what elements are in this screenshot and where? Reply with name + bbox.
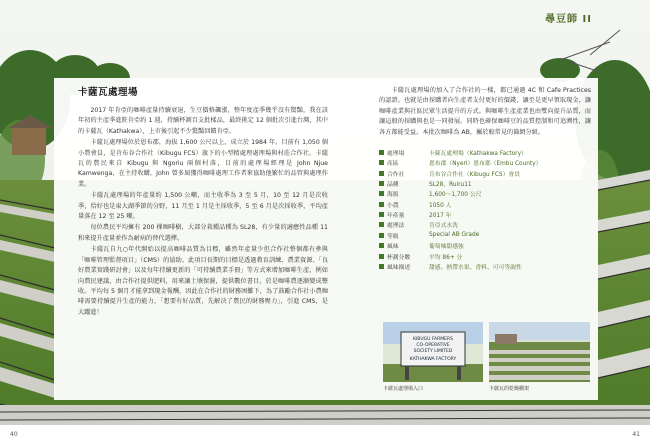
article-panel: [54, 78, 598, 400]
coffee-info-list: [379, 147, 591, 272]
bullet-square-icon: [379, 202, 384, 207]
article-right-column: [379, 86, 591, 272]
bullet-square-icon: [379, 212, 384, 217]
article-paragraph: 每位農民平均擁有 200 棵咖啡樹，大部分栽種品種為 SL28，有少量的適應性品種 11 和來提升產量並作為耐病的替代選擇。: [78, 224, 328, 242]
page-title: 尋豆師 II: [545, 14, 592, 25]
info-row-region: 產區 恩布郡（Nyeri）恩布郡（Embu County）: [379, 157, 591, 167]
info-row-harvest: 年產量 2017 年: [379, 209, 591, 219]
photo-caption-1: 卡薩瓦處理場入口: [383, 386, 424, 392]
sign-line-3: SOCIETY LIMITED: [413, 349, 453, 354]
sign-line-2: CO-OPERATIVE: [416, 343, 450, 348]
info-row-notes: 風味描述 甜感、熱帶水果、香料、可可等調性: [379, 261, 591, 271]
info-row-factory: 處理場 卡薩瓦處理場（Kathakwa Factory）: [379, 147, 591, 157]
article-left-column: [78, 84, 328, 319]
article-heading: 卡薩瓦處理場: [78, 87, 139, 98]
bullet-square-icon: [379, 150, 384, 155]
info-row-score: 杯測分數 平均 86+ 分: [379, 251, 591, 261]
drying-beds-image: [489, 322, 590, 382]
bullet-square-icon: [379, 264, 384, 269]
sign-line-1: KIBUGU FARMERS: [413, 337, 453, 342]
info-row-cooperative: 合作社 肯布谷合作社（Kibugu FCS）會員: [379, 168, 591, 178]
bullet-square-icon: [379, 254, 384, 259]
info-row-varietal: 品種 SL28、Ruiru11: [379, 178, 591, 188]
article-paragraph: 卡薩瓦自九○年代開始以提高咖啡品質為目標，雖然年產量少但合作社整個都有參與「咖啡管理監督項目」（CMS）的協助。此項目長期的目標是透過教育訓練、農業資源、「良好農業實踐研討會」以及每年持續更新的「可持續農業手冊」等方式來增加咖啡生產，例如向農民建議，由合作社提供肥料，用來讓土壤保濕，提供數位書目，於是咖啡農逐漸變成豐收。平均每 5 個月才能拿到現金報酬，因此在合作社的財務困難下，為了鼓勵合作社小農咖啡需要持續提升生產的能力，「想要有好品質，先解決了農民的財務壓力」，引進 CMS，是大躍進！: [78, 246, 328, 316]
bullet-square-icon: [379, 222, 384, 227]
article-paragraph: 2017 年肯亞的咖啡產量持續衰退，生豆價格飆漲，整年度產季幾乎沒有驚豔，我在該年初的主產季進駐肯亞約 1 週，持續杯測百支批樣品，最終挑定 12 個批次引進台灣，其中的卡薩瓦（Kathakwa），上市後引起不少驚豔回饋肯亞。: [78, 107, 328, 135]
sign-line-4: KATHAKWA FACTORY: [409, 357, 457, 362]
article-paragraph: 卡薩瓦處理場的年產量約 1,500 公噸，而主收季為 3 至 5 月，10 至 12 月是次收季，恰好也是東大湖季節的分野，11 月至 1 月是主採收季，5 至 6 月是次採收季，平均產量落在 12 至 25 噸。: [78, 192, 328, 221]
info-row-altitude: 海拔 1,600～1,700 公尺: [379, 189, 591, 199]
photo-factory-sign: [383, 322, 483, 382]
info-row-process: 處理法 肯亞式水洗: [379, 220, 591, 230]
info-row-flavor: 風味 葡萄柚甜感強: [379, 241, 591, 251]
bullet-square-icon: [379, 191, 384, 196]
bullet-square-icon: [379, 181, 384, 186]
bullet-square-icon: [379, 171, 384, 176]
photo-caption-2: 卡薩瓦的乾燥棚架: [489, 386, 530, 392]
photo-pair: [383, 322, 590, 394]
info-row-grade: 等級 Special AB Grade: [379, 230, 591, 240]
bullet-square-icon: [379, 160, 384, 165]
photo-drying-beds: [489, 322, 590, 382]
article-paragraph: 卡薩瓦處理場位於恩布郡，海拔 1,600 公尺以上，成立於 1984 年，目前有 1,050 個小農會員，是肯布谷合作社（Kibugu FCS）旗下的小型精處理處理場與村莊合作社。卡薩瓦的農民來自 Kibugu 與 Ngoriu 兩個村落，目前的處理場經理是 John Njue Kamwenga，在主持收購，John 曾多屆獲得咖啡處理工作者來協助他繁忙的品管與處理作業。: [78, 139, 328, 188]
info-row-farmers: 小農 1050 人: [379, 199, 591, 209]
page-number-right: 41: [632, 431, 640, 438]
page-number-left: 40: [10, 431, 18, 438]
factory-sign-image: [383, 322, 483, 382]
bullet-square-icon: [379, 243, 384, 248]
sidebar-intro: 卡薩瓦處理場的加入了合作社的一樣，都已通過 4C 和 Cafe Practices 的認證。也就是由採購者向生產者支付更好的價錢，讓至是更早領取現金，讓咖啡產業與社區民眾生活提升的方式。與咖啡生產產業也由雙向提升品質，而讓這般的採購與也是一同發展。同時也確保咖啡豆的品質控制和可追溯性，讓各方都能受益。本批次咖啡為 AB，屬於較常見的篩網分級。: [379, 87, 591, 136]
bullet-square-icon: [379, 233, 384, 238]
